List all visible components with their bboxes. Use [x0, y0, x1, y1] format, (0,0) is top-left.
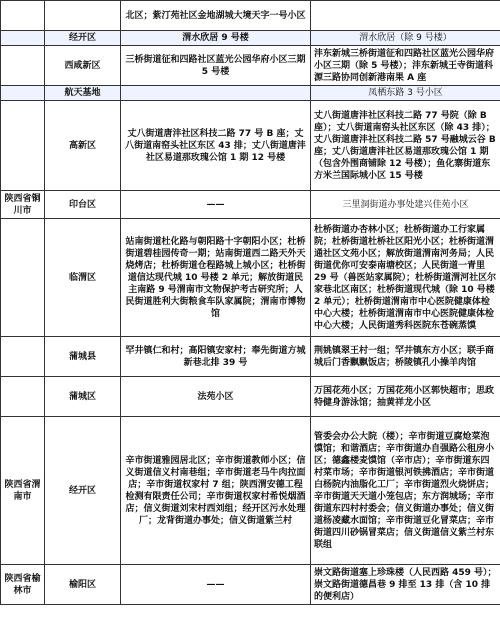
city-cell — [1, 31, 45, 46]
table-row — [1, 377, 500, 417]
low-risk-cell: 渭水欣居（除 9 号楼） — [311, 31, 500, 46]
high-risk-cell: —— — [121, 191, 311, 219]
low-risk-cell: 凤栖东路 3 号小区 — [311, 86, 500, 101]
high-risk-cell — [121, 86, 311, 101]
city-cell — [1, 219, 45, 337]
high-risk-cell: 辛市街道雅园居北区；辛市街道教师小区；信义街道信义村南巷组；辛市街道老马牛肉拉面店；辛市街道权家村 7 组；陕西渭安德工程检测有限责任公司；辛市街道权家村希悦烟酒店；信义街道刘宋村西刘组；经开区污水处理厂；龙背街道办事处；信义街道紫兰村 — [121, 417, 311, 565]
district-cell: 航天基地 — [45, 86, 121, 101]
city-cell — [1, 337, 45, 377]
table-row — [1, 417, 500, 565]
city-cell: 陕西省渭南市 — [1, 417, 45, 565]
city-cell — [1, 86, 45, 101]
city-cell — [1, 377, 45, 417]
table-row — [1, 101, 500, 191]
low-risk-cell: 三里洞街道办事处建兴佳苑小区 — [311, 191, 500, 219]
district-cell: 经开区 — [45, 417, 121, 565]
district-cell: 临渭区 — [45, 219, 121, 337]
table-row — [1, 86, 500, 101]
city-cell: 陕西省榆林市 — [1, 565, 45, 605]
district-cell: 蒲城区 — [45, 377, 121, 417]
high-risk-cell: 罕井镇仁和村；高阳镇安家村；奉先街道方城新巷北排 39 号 — [121, 337, 311, 377]
low-risk-cell: 沣东新城三桥街道征和四路社区蓝光公园华府小区三期（除 5 号楼）；沣东新城王寺街道科源三路协同创新港南果 A 座 — [311, 46, 500, 86]
high-risk-cell: 渭水欣居 9 号楼 — [121, 31, 311, 46]
low-risk-cell — [311, 1, 500, 31]
low-risk-cell: 丈八街道唐沣社区科技二路 77 号院（除 B 座）；丈八街道南窑头社区东区（除 43 排）；丈八街道唐沣社区科技二路 57 号融城云谷 B 座；丈八街道唐沣社区易道那玫瑰公馆 1 期（包含外围商铺除 12 号楼）；鱼化寨街道东方米兰国际城小区 15 号楼 — [311, 101, 500, 191]
district-cell: 经开区 — [45, 31, 121, 46]
low-risk-cell: 荆姚镇翠王村一组；罕井镇东方小区；联手商城后门香飘飘饭店；桥陵镇孔小操羊肉馆 — [311, 337, 500, 377]
high-risk-cell: 法苑小区 — [121, 377, 311, 417]
district-cell: 蒲城县 — [45, 337, 121, 377]
district-cell: 高新区 — [45, 101, 121, 191]
high-risk-cell: —— — [121, 565, 311, 605]
district-cell: 印台区 — [45, 191, 121, 219]
city-cell — [1, 46, 45, 86]
table-row — [1, 565, 500, 605]
district-cell: 西咸新区 — [45, 46, 121, 86]
city-cell — [1, 101, 45, 191]
district-cell — [45, 1, 121, 31]
high-risk-cell: 站南街道杜化路与朝阳路十字朝阳小区；杜桥街道碧桂园传奇一期；站南街道西二路天外天烧烤店；杜桥街道仓程路城上城小区；杜桥街道信达现代城 10 号楼 2 单元；解放街道民主南路 9 号渭南市文物保护考古研究所；人民街道胜利大街粮食车队家属院；渭南市博物馆 — [121, 219, 311, 337]
district-cell: 榆阳区 — [45, 565, 121, 605]
table-row — [1, 337, 500, 377]
low-risk-cell: 万国花苑小区；万国花苑小区郭快超市；思政特健身游泳馆；抽黄祥龙小区 — [311, 377, 500, 417]
table-row — [1, 219, 500, 337]
low-risk-cell: 崇文路街道塞上珍珠楼（人民西路 459 号）；崇文路街道德昌巷 9 排至 13 排（含 10 排的便利店） — [311, 565, 500, 605]
city-cell: 陕西省铜川市 — [1, 191, 45, 219]
low-risk-cell: 杜桥街道办杏林小区；杜桥街道办工行家属院；杜桥街道杜桥社区阳光小区；杜桥街道渭通社区文苑小区；解放街道渭南河务局；人民街道优你可安泰南塘校区；人民街道一青里 29 号（兽医站家属院）；杜桥街道渭河社区尔家巷北区南区；杜桥街道现代城（除 10 号楼 2 单元）；杜桥街道渭南市中心医院健康体检中心大楼；杜桥街道渭南市中心医院健康体检中心大楼；人民街道秀科医院东苍碗蒸馍 — [311, 219, 500, 337]
low-risk-cell: 管委会办公大院（楼）；辛市街道豆腐炝菜泡馍馆；和谐酒店；辛市街道办自强路公租房小区；德鑫楼麦馍馆（辛市店）；辛市街道东四村菜市场；辛市街道银河铁拂酒店；辛市街道白杨院内油脂化工厂；辛市街道烈火烧饼店；辛市街道天天道小笼包店；东方润城场；辛市街道东四村村委会；信义街道办事处；信义街道杨凌藏水面馆；辛市街道豆化冒菜店；辛市街道四川砂锅冒菜店；信义街道信义紫兰村东联组 — [311, 417, 500, 565]
table-row — [1, 46, 500, 86]
high-risk-cell: 北区；紫汀苑社区金地湖城大境天字一号小区 — [121, 1, 311, 31]
table-row — [1, 191, 500, 219]
table-row — [1, 31, 500, 46]
city-cell — [1, 1, 45, 31]
high-risk-cell: 丈八街道唐沣社区科技二路 77 号 B 座；丈八街道南窑头社区东区 43 排；丈八街道唐沣社区易道那玫瑰公馆 1 期 12 号楼 — [121, 101, 311, 191]
high-risk-cell: 三桥街道征和四路社区蓝光公园华府小区三期 5 号楼 — [121, 46, 311, 86]
table-row — [1, 1, 500, 31]
